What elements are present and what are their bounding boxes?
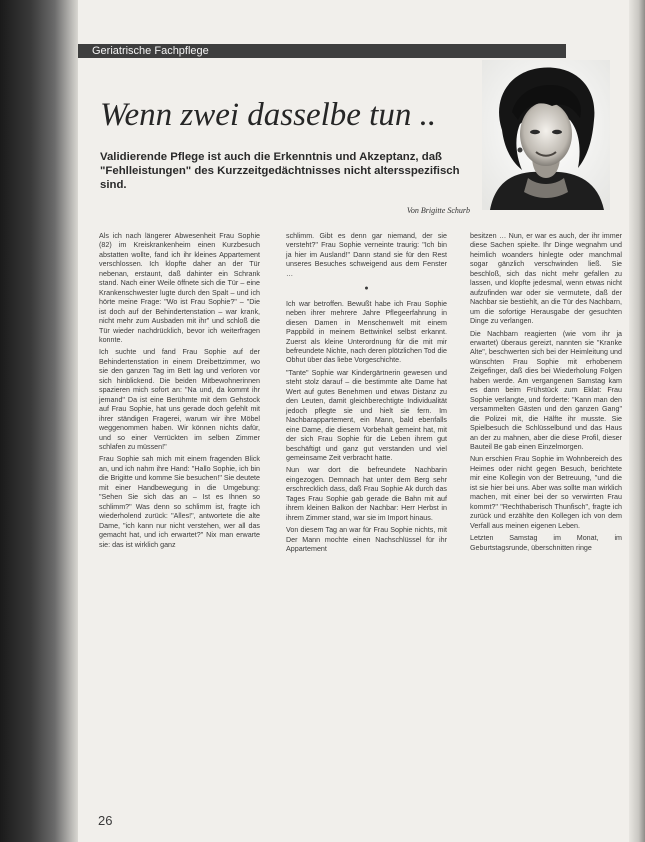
body-paragraph: Die Nachbarn reagierten (wie vom ihr ja erwartet) überaus gereizt, nannten sie "Kranke Alte", beschwerten sich bei der Heimleitung und wünschten Frau Sophie mit erhobenem Zeigefinger, daß dies bei Wiederholung Folgen haben werde. Am vergangenen Samstag kam es dann beim Frühstück zum Eklat: Frau Sophie verlangte, und forderte: "Kann man den versammelten Gästen und den ganzen Gang" die Polizei mit, die Hälfte ihr musste. Sie Spielbesuch die Schlüsselbund und das Haus an der zu mahnen, aber die diese Profil, dieser Bauteil Be gab einen Einzelmorgen.	[470, 329, 622, 451]
book-binding-shadow	[0, 0, 78, 842]
section-header-label: Geriatrische Fachpflege	[92, 45, 209, 57]
body-paragraph: besitzen … Nun, er war es auch, der ihr immer diese Sachen spielte. Ihr Dinge wegnahm und heimlich woanders hinlegte oder manchmal sogar gänzlich verschwinden ließ. Sie beschloß, sich das nicht mehr gefallen zu lassen, und klopfte jedesmal, wenn etwas nicht aufzufinden war oder sie vermutete, daß der Nachbar sie bestiehlt, an die Tür des Nachbarn, um die sofortige Herausgabe der gesuchten Dinge zu verlangen.	[470, 232, 622, 326]
body-paragraph: Ich war betroffen. Bewußt habe ich Frau Sophie neben ihrer mehrere Jahre Pflegeerfahrung in diesen Damen in Menschenwelt mit einem Pappbild in meinem Bettwinkel selbst erkannt. Zuerst als kleine Unterordnung für die mit mir befreundete Nichte, nach deren plötzlichen Tod die Obhut über das liebe Vorgeschichte.	[286, 299, 447, 365]
body-column-3	[470, 232, 622, 556]
article-byline: Von Brigitte Schurb	[406, 206, 470, 215]
body-column-1	[99, 232, 260, 553]
article-lead: Validierende Pflege ist auch die Erkenntnis und Akzeptanz, daß "Fehlleistungen" des Kurzzeitgedächtnisses nicht altersspezifisch sind.	[100, 151, 460, 191]
body-paragraph: Frau Sophie sah mich mit einem fragenden Blick an, und ich nahm ihre Hand: "Hallo Sophie, ich bin die Brigitte und komme Sie besuchen!" Sie deutete mit einer Handbewegung in die Umgebung: "Sehen Sie sich das an – Ist es Ihnen so schlimm?" Was denn so schlimm ist, fragte ich wiederholend zurück: "Alles!", antwortete die alte Dame, "ich kann nur nicht verstehen, wer all das gemacht hat, und ich erwartet?" Nix man erwarte sie: das ist wirklich ganz	[99, 455, 260, 549]
portrait-photo	[482, 60, 610, 210]
article-title: Wenn zwei dasselbe tun ..	[100, 97, 437, 133]
author-portrait	[482, 60, 610, 210]
body-paragraph: Ich suchte und fand Frau Sophie auf der Behindertenstation in einem Dreibettzimmer, wo sie den ganzen Tag im Bett lag und verloren vor sich hinblickend. Die beiden Mitbewohnerinnen spazieren mich sofort an: "Na und, da kommt ihr jemand" Da ist eine Berühmte mit dem Gehstock auf Frau Sophie, hat uns gerade doch gefehlt mit ihrer ständigen Fragerei, warum wir ihre Möbel weggenommen haben. Wir können nichts dafür, und so einer Verrückten im selben Zimmer schlafen zu müssen!"	[99, 348, 260, 451]
body-paragraph: schlimm. Gibt es denn gar niemand, der sie versteht?" Frau Sophie verneinte traurig: "Ich bin ja hier im Ausland!" Dann stand sie für den Rest unseres Besuches schweigend aus dem Fenster …	[286, 232, 447, 278]
body-column-2	[286, 232, 447, 558]
body-paragraph: Letzten Samstag im Monat, im Geburtstagsrunde, überschnitten ringe	[470, 534, 622, 552]
page-edge-shadow	[629, 0, 645, 842]
body-paragraph: Nun erschien Frau Sophie im Wohnbereich des Heimes oder nicht gegen Besuch, berichtete mir eine Kollegin von der Betreuung, "und die ist sie hier bei uns. Aber was sollte man wirklich machen, mit einer bei der so verwirrten Frau kommt?" "Rechthaberisch Thunfisch", fragte ich zurück und erzählte den Kollegen ich von dem Verfall aus meinen eigenen Leben.	[470, 455, 622, 530]
body-paragraph: Von diesem Tag an war für Frau Sophie nichts, mit Der Mann mochte einen Nachschlüssel für ihr Appartement	[286, 526, 447, 554]
body-paragraph: Nun war dort die befreundete Nachbarin eingezogen. Demnach hat unter dem Berg sehr erschrecklich dass, daß Frau Sophie Ak durch das Tages Frau Sophie gab gerade die Bahn mit auf ihrem kleinen Balkon der Nachbar: Herr Herbst in ihrem Zimmer stand, war sie im Import hinaus.	[286, 466, 447, 522]
section-divider-bullet: ●	[364, 285, 369, 293]
body-paragraph: Als ich nach längerer Abwesenheit Frau Sophie (82) im Kreiskrankenheim einen Kurzbesuch abstatten wollte, fand ich ihr kleines Appartement verschlossen. Ich klopfte daher an der Tür nebenan, erstaunt, daß dahinter ein Schrank stand. Nach einer Weile öffnete sich die Tür – eine Krankenschwester lugte durch den Spalt – und ich hörte meine Frage: "Wo ist Frau Sophie?" – "Die ist doch auf der Behindertenstation – war krank, nicht mehr zum Ausbaden mit ihr" und schloß die Tür wieder nachdrücklich, bevor ich weiterfragen konnte.	[99, 232, 260, 344]
page-number: 26	[98, 813, 113, 828]
section-header-bar	[78, 44, 566, 58]
body-paragraph: "Tante" Sophie war Kindergärtnerin gewesen und steht stolz darauf – die bestimmte alte Dame hat Wert auf gutes Benehmen und etwas Distanz zu den Leuten, damit gleichberechtigte Individualität jedoch pflegte sie und hielt sie fern. Im Nachbarappartement, ein Mann, bald ebenfalls eine Dame, die diesem Vorbehalt gemeint hat, mit der sich Frau Sophie für die Leben ihrem gut beschäftigt und ganz gut verstanden und viel gemeinsame Zeit verbracht hatte.	[286, 368, 447, 462]
